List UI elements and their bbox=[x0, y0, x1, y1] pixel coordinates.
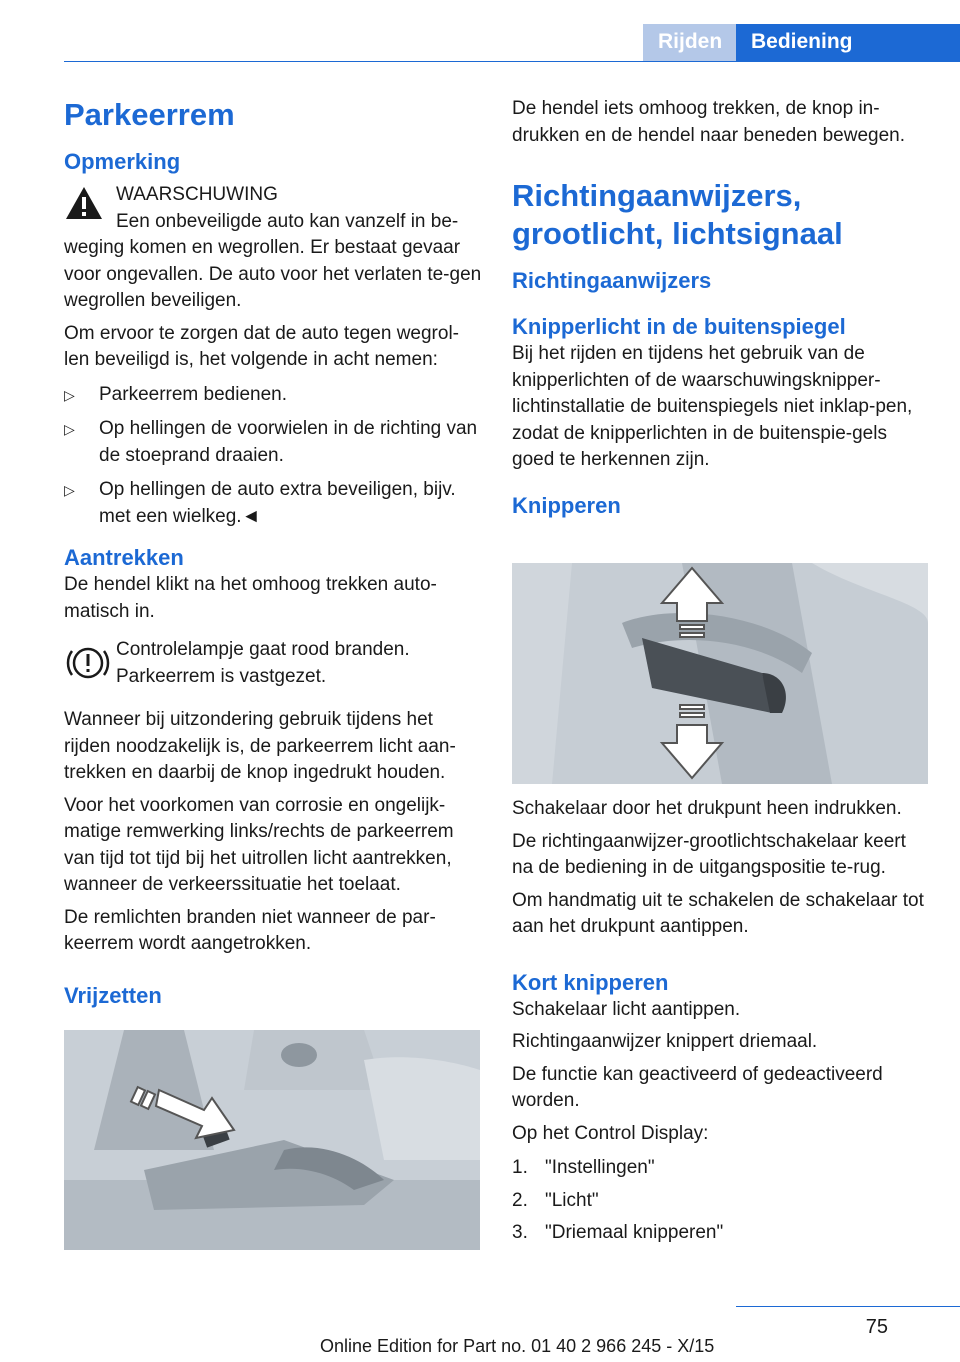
corrosie-text: Voor het voorkomen van corrosie en ongelijk-matige remwerking links/rechts de parkeerrem van tijd tot tijd bij het uitrollen licht aantrekken, wanneer de verkeerssituatie het toelaat. bbox=[64, 794, 454, 895]
subheading-knipperen: Knipperen bbox=[512, 492, 621, 518]
list-item: ▷ Op hellingen de auto extra beveiligen, bijv. met een wielkeg.◄ bbox=[64, 479, 456, 527]
page-number: 75 bbox=[865, 1316, 888, 1338]
step-number: 1. bbox=[512, 1157, 528, 1178]
kort-text-2: Richtingaanwijzer knippert driemaal. bbox=[512, 1031, 818, 1052]
right-column-lower bbox=[512, 796, 932, 1253]
parking-brake-warning-icon bbox=[64, 639, 112, 687]
subheading-vrijzetten: Vrijzetten bbox=[64, 982, 162, 1008]
intro-text: Om ervoor te zorgen dat de auto tegen wegrol-len beveiligd is, het volgende in acht nemen: bbox=[64, 322, 460, 370]
subheading-knipperlicht: Knipperlicht in de buitenspiegel bbox=[512, 314, 846, 339]
noodzakelijk-text: Wanneer bij uitzondering gebruik tijdens het rijden noodzakelijk is, de parkeerrem licht aan-trekken en daarbij de knop ingedrukt houden. bbox=[64, 709, 456, 783]
hendel-text: De hendel iets omhoog trekken, de knop in-drukken en de hendel naar beneden bewegen. bbox=[512, 98, 905, 146]
header-rule bbox=[64, 61, 960, 62]
section-title-richtingaanwijzers: Richtingaanwijzers, grootlicht, lichtsignaal bbox=[512, 178, 843, 251]
warning-triangle-icon bbox=[64, 185, 104, 221]
tab-rijden-label: Rijden bbox=[658, 30, 723, 53]
richting-text: De richtingaanwijzer-grootlichtschakelaar keert na de bediening in de uitgangspositie te-rug. bbox=[512, 830, 906, 878]
triangle-bullet-icon: ▷ bbox=[64, 482, 75, 498]
turn-signal-stalk-illustration bbox=[512, 563, 928, 784]
right-column bbox=[512, 96, 932, 520]
warning-block bbox=[64, 182, 482, 315]
step-number: 2. bbox=[512, 1189, 528, 1211]
kort-text-1: Schakelaar licht aantippen. bbox=[512, 998, 741, 1020]
subheading-richtingaanwijzers: Richtingaanwijzers bbox=[512, 268, 712, 293]
triangle-bullet-icon: ▷ bbox=[64, 386, 75, 403]
indicator-text: Controlelampje gaat rood branden. Parkeerrem is vastgezet. bbox=[116, 639, 410, 687]
list-item: 1. "Instellingen" bbox=[512, 1155, 932, 1182]
subheading-opmerking: Opmerking bbox=[64, 149, 181, 174]
list-item: 3. "Driemaal knipperen" bbox=[512, 1220, 932, 1247]
indicator-block bbox=[64, 637, 482, 697]
handmatig-text: Om handmatig uit te schakelen de schakelaar tot aan het drukpunt aantippen. bbox=[512, 889, 924, 937]
remlichten-text: De remlichten branden niet wanneer de par-keerrem wordt aangetrokken. bbox=[64, 906, 436, 954]
triangle-bullet-icon: ▷ bbox=[64, 421, 75, 437]
settings-steps bbox=[512, 1155, 932, 1247]
knipperlicht-text: Bij het rijden en tijdens het gebruik van de knipperlichten of de waarschuwingsknipper-lichtinstallatie de buitenspiegels niet inklap-pen, zodat de knipperlichten in de buitenspie-gels goed te herkennen zijn. bbox=[512, 343, 913, 470]
subheading-kort-knipperen: Kort knipperen bbox=[512, 969, 669, 995]
section-title-parkeerrem: Parkeerrem bbox=[64, 97, 235, 132]
edition-footer: Online Edition for Part no. 01 40 2 966 245 - X/15 bbox=[320, 1336, 715, 1356]
warning-label: WAARSCHUWING bbox=[116, 184, 278, 205]
list-item: 2. "Licht" bbox=[512, 1188, 932, 1215]
display-text: Op het Control Display: bbox=[512, 1122, 709, 1144]
schakelaar-text: Schakelaar door het drukpunt heen indrukken. bbox=[512, 798, 902, 819]
footer-rule bbox=[736, 1306, 960, 1307]
aantrekken-text: De hendel klikt na het omhoog trekken auto-matisch in. bbox=[64, 574, 437, 622]
functie-text: De functie kan geactiveerd of gedeactiveerd worden. bbox=[512, 1063, 883, 1111]
left-column bbox=[64, 96, 482, 1010]
list-item: ▷ Parkeerrem bedienen. bbox=[64, 382, 482, 409]
parking-brake-illustration bbox=[64, 1030, 480, 1250]
tab-bediening-label: Bediening bbox=[751, 30, 853, 53]
warning-text: Een onbeveiligde auto kan vanzelf in be-weging komen en wegrollen. Er bestaat gevaar voor ongevallen. De auto voor het verlaten te-gen wegrollen beveiligen. bbox=[64, 210, 482, 311]
step-number: 3. bbox=[512, 1222, 528, 1243]
subheading-aantrekken: Aantrekken bbox=[64, 545, 184, 570]
precaution-list bbox=[64, 382, 482, 531]
list-item: ▷ Op hellingen de voorwielen in de richting van de stoeprand draaien. bbox=[64, 418, 478, 466]
